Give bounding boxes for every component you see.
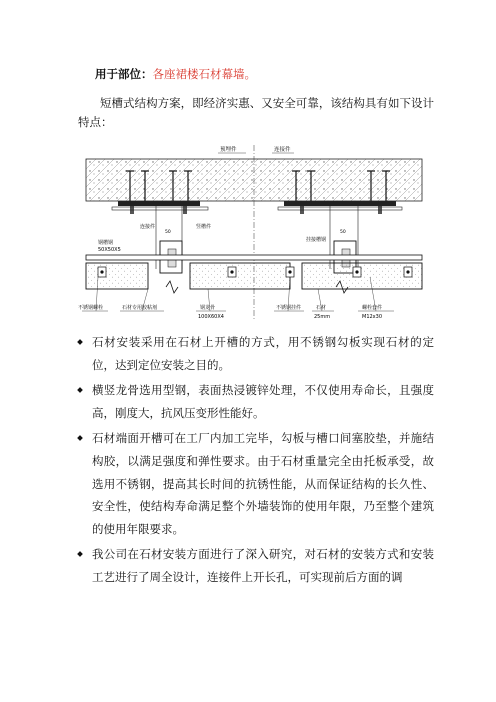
- bullet-diamond-icon: [77, 339, 83, 345]
- label-embedded-plate: 预埋件: [220, 147, 237, 153]
- label-connector-top: 连接件: [274, 147, 291, 153]
- list-item: [78, 543, 434, 588]
- label-connector-mid: 连接件: [140, 224, 156, 230]
- label-stone: 石材: [316, 305, 327, 311]
- label-bolt-kit-size: M12x30: [362, 314, 382, 320]
- label-bolt-kit: 螺栓套件: [362, 305, 383, 311]
- list-item-text: 横竖龙骨选用型钢，表面热浸镀锌处理，不仅使用寿命长，且强度高，刚度大，抗风压变形性能好。: [92, 383, 434, 420]
- list-item: [78, 427, 434, 540]
- embedded-plate-right: [284, 201, 396, 206]
- label-steel-keel: 钢龙骨: [200, 305, 216, 311]
- usage-value: 各座裙楼石材幕墙。: [152, 67, 256, 81]
- label-stainless-bolt: 不锈钢螺栓: [78, 305, 104, 311]
- embedded-plate-left: [118, 201, 200, 206]
- svg-text:50: 50: [340, 230, 346, 235]
- stone-panel-2: [190, 263, 290, 289]
- label-steel-channel: 钢槽钢: [98, 240, 114, 246]
- label-hanging-channel: 挂接槽钢: [306, 237, 327, 243]
- label-vertical-slot: 竖槽件: [196, 224, 212, 230]
- list-item: [78, 331, 434, 376]
- list-item-text: 石材端面开槽可在工厂内加工完毕，勾板与槽口间塞胶垫，并施结构胶，以满足强度和弹性要求。由于石材重量完全由托板承受，故选用不锈钢，提高其长时间的抗锈性能，从而保证结构的长久性、安全性，使结构寿命满足整个外墙装饰的使用年限，乃至整个建筑的使用年限要求。: [92, 431, 434, 536]
- usage-heading: [95, 66, 256, 82]
- list-item: [78, 379, 434, 424]
- horizontal-beam: [86, 255, 422, 260]
- usage-label: 用于部位：: [95, 67, 153, 81]
- list-item-text: 我公司在石材安装方面进行了深入研究，对石材的安装方式和安装工艺进行了周全设计，连接件上开长孔，可实现前后方面的调: [92, 547, 434, 584]
- bullet-diamond-icon: [77, 436, 83, 442]
- label-stone-thickness: 25mm: [314, 314, 331, 320]
- svg-text:50: 50: [165, 230, 171, 235]
- list-item-text: 石材安装采用在石材上开槽的方式，用不锈钢勾板实现石材的定位，达到定位安装之目的。: [92, 335, 434, 372]
- feature-list: [78, 331, 434, 592]
- stone-panel-1: [86, 263, 148, 289]
- label-stone-adhesive: 石材专用胶粘剂: [122, 305, 158, 311]
- label-steel-channel-size: 50X50X5: [98, 247, 121, 253]
- label-steel-keel-size: 100X60X4: [198, 314, 224, 320]
- bullet-diamond-icon: [77, 387, 83, 393]
- bullet-diamond-icon: [77, 552, 83, 558]
- intro-paragraph: 短槽式结构方案，即经济实惠、又安全可靠，该结构具有如下设计特点：: [78, 96, 434, 129]
- structure-drawing: [78, 141, 430, 327]
- label-stainless-hanger: 不锈钢挂件: [276, 305, 302, 311]
